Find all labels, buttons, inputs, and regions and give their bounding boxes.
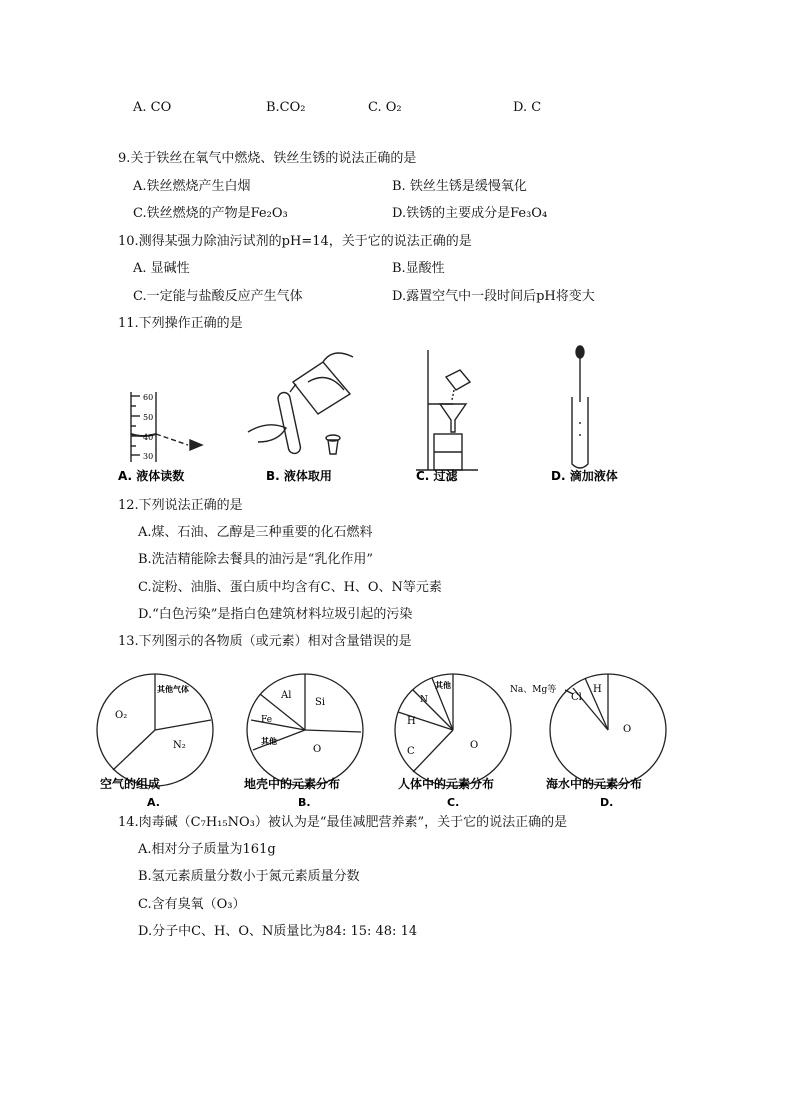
label-n-body: N [420, 695, 428, 705]
caption-c: C. 过滤 [416, 469, 458, 483]
label-na-mg: Na、Mg等 [510, 685, 557, 695]
filtration-illustration [416, 350, 478, 470]
q9-option-b: B. 铁丝生锈是缓慢氧化 [392, 179, 527, 194]
label-o-crust: O [313, 744, 322, 755]
chart-caption-b: 地壳中的元素分布 [244, 777, 341, 791]
chart-letter-a: A. [147, 796, 160, 809]
q12-option-a: A.煤、石油、乙醇是三种重要的化石燃料 [138, 525, 373, 540]
q10-option-c: C.一定能与盐酸反应产生气体 [133, 289, 303, 304]
label-n2: N₂ [173, 740, 186, 751]
chart-letter-d: D. [600, 796, 614, 809]
pie-chart-air [97, 674, 213, 786]
chart-caption-c: 人体中的元素分布 [398, 777, 495, 791]
scale-tick-40: 40 [143, 433, 154, 442]
element-distribution-pie-figure [95, 660, 675, 812]
scale-tick-30: 30 [143, 452, 154, 461]
q12-stem: 12.下列说法正确的是 [118, 498, 243, 513]
q9-option-d: D.铁锈的主要成分是Fe₃O₄ [392, 206, 548, 221]
caption-d: D. 滴加液体 [551, 469, 618, 483]
q9-stem: 9.关于铁丝在氧气中燃烧、铁丝生锈的说法正确的是 [118, 151, 417, 166]
label-fe: Fe [261, 715, 273, 725]
q14-stem: 14.肉毒碱（C₇H₁₅NO₃）被认为是“最佳减肥营养素”，关于它的说法正确的是 [118, 815, 568, 830]
q13-stem: 13.下列图示的各物质（或元素）相对含量错误的是 [118, 634, 412, 649]
label-al: Al [281, 690, 292, 701]
chart-caption-a: 空气的组成 [100, 777, 161, 791]
q12-option-b: B.洗洁精能除去餐具的油污是“乳化作用” [138, 552, 373, 567]
label-c-body: C [407, 746, 415, 757]
label-cl-sea: Cl [571, 692, 582, 703]
q8-option-a: A. CO [133, 100, 172, 115]
q9-option-a: A.铁丝燃烧产生白烟 [133, 179, 251, 194]
q9-option-c: C.铁丝燃烧的产物是Fe₂O₃ [133, 206, 288, 221]
q8-option-c: C. O₂ [368, 100, 402, 115]
q8-option-d: D. C [513, 100, 542, 115]
q8-option-b: B.CO₂ [266, 100, 306, 115]
q14-option-b: B.氢元素质量分数小于氮元素质量分数 [138, 869, 360, 884]
chart-caption-d: 海水中的元素分布 [546, 777, 643, 791]
q14-option-a: A.相对分子质量为161g [138, 842, 276, 857]
scale-tick-60: 60 [143, 393, 154, 402]
q10-option-d: D.露置空气中一段时间后pH将变大 [392, 289, 595, 304]
label-o-body: O [470, 740, 479, 751]
pie-chart-seawater [550, 674, 666, 786]
q10-option-b: B.显酸性 [392, 261, 445, 276]
q10-option-a: A. 显碱性 [133, 261, 190, 276]
q14-option-c: C.含有臭氧（O₃） [138, 897, 246, 912]
label-o-sea: O [623, 724, 632, 735]
q10-stem: 10.测得某强力除油污试剂的pH=14，关于它的说法正确的是 [118, 234, 472, 249]
caption-b: B. 液体取用 [266, 469, 332, 483]
chart-letter-b: B. [298, 796, 311, 809]
label-h-body: H [407, 716, 416, 727]
pie-chart-crust [247, 674, 363, 786]
chart-letter-c: C. [447, 796, 460, 809]
q14-option-d: D.分子中C、H、O、N质量比为84: 15: 48: 14 [138, 924, 418, 939]
lab-operations-figure [118, 342, 628, 487]
label-other-crust: 其他 [261, 736, 277, 746]
label-o2: O₂ [115, 710, 128, 721]
label-other-gases: 其他气体 [157, 684, 189, 694]
label-other-body: 其他 [435, 680, 451, 690]
dropper-test-tube-illustration [572, 346, 588, 468]
caption-a: A. 液体读数 [118, 469, 185, 483]
q11-stem: 11.下列操作正确的是 [118, 316, 243, 331]
graduated-cylinder-illustration [131, 392, 202, 462]
q12-option-d: D.“白色污染”是指白色建筑材料垃圾引起的污染 [138, 607, 413, 622]
label-si: Si [315, 697, 326, 708]
label-h-sea: H [593, 684, 602, 695]
pouring-liquid-illustration [248, 353, 353, 455]
scale-tick-50: 50 [143, 413, 154, 422]
pie-chart-human-body [395, 674, 511, 786]
q12-option-c: C.淀粉、油脂、蛋白质中均含有C、H、O、N等元素 [138, 580, 442, 595]
